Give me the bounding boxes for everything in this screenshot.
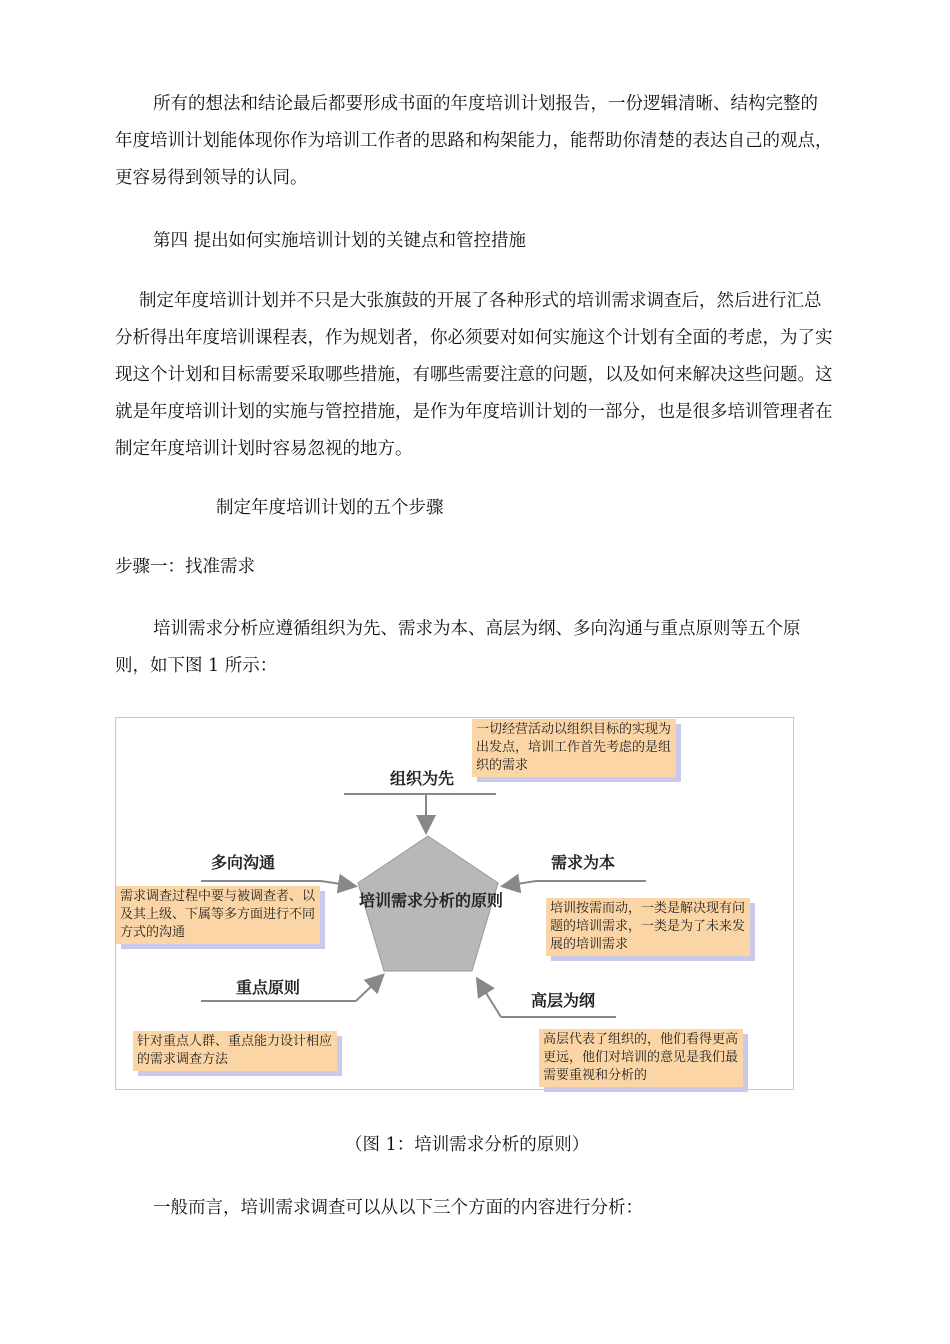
heading-step-four: 第四 提出如何实施培训计划的关键点和管控措施 [153,231,527,251]
note-demand-based: 培训按需而动，一类是解决现有问题的培训需求，一类是为了未来发展的培训需求 [546,898,750,956]
label-demand-based: 需求为本 [551,853,616,872]
label-key-principle: 重点原则 [236,978,301,997]
label-multi-communication: 多向沟通 [211,853,276,872]
principles-diagram [115,717,794,1090]
arrow-right [504,881,536,886]
section-title: 制定年度培训计划的五个步骤 [216,498,444,518]
step-one-heading: 步骤一：找准需求 [115,557,255,577]
center-label: 培训需求分析的原则 [358,891,503,910]
note-organization-first: 一切经营活动以组织目标的实现为出发点，培训工作首先考虑的是组织的需求 [472,719,676,777]
paragraph-principles-intro: 培训需求分析应遵循组织为先、需求为本、高层为纲、多向沟通与重点原则等五个原则，如下图 1 所示： [115,619,801,676]
label-leadership-guide: 高层为纲 [531,991,596,1010]
label-organization-first: 组织为先 [390,769,455,788]
note-multi-communication: 需求调查过程中要与被调查者、以及其上级、下属等多方面进行不同方式的沟通 [116,886,320,944]
arrow-bottom-right [478,980,501,1017]
paragraph-analysis-intro: 一般而言，培训需求调查可以从以下三个方面的内容进行分析： [153,1198,643,1218]
note-key-principle: 针对重点人群、重点能力设计相应的需求调查方法 [133,1031,337,1071]
paragraph-annual-plan-report: 所有的想法和结论最后都要形成书面的年度培训计划报告，一份逻辑清晰、结构完整的年度培训计划能体现你作为培训工作者的思路和构架能力，能帮助你清楚的表达自己的观点，更容易得到领导的认同。 [115,94,833,188]
paragraph-implementation-control: 制定年度培训计划并不只是大张旗鼓的开展了各种形式的培训需求调查后，然后进行汇总分析得出年度培训课程表，作为规划者，你必须要对如何实施这个计划有全面的考虑，为了实现这个计划和目标需要采取哪些措施，有哪些需要注意的问题，以及如何来解决这些问题。这就是年度培训计划的实施与管控措施，是作为年度培训计划的一部分，也是很多培训管理者在制定年度培训计划时容易忽视的地方。 [115,291,833,459]
arrow-left [321,881,354,886]
note-leadership-guide: 高层代表了组织的，他们看得更高更远，他们对培训的意见是我们最需要重视和分析的 [539,1029,743,1087]
figure-caption: （图 1：培训需求分析的原则） [345,1135,590,1155]
arrow-bottom-left [356,976,382,1001]
